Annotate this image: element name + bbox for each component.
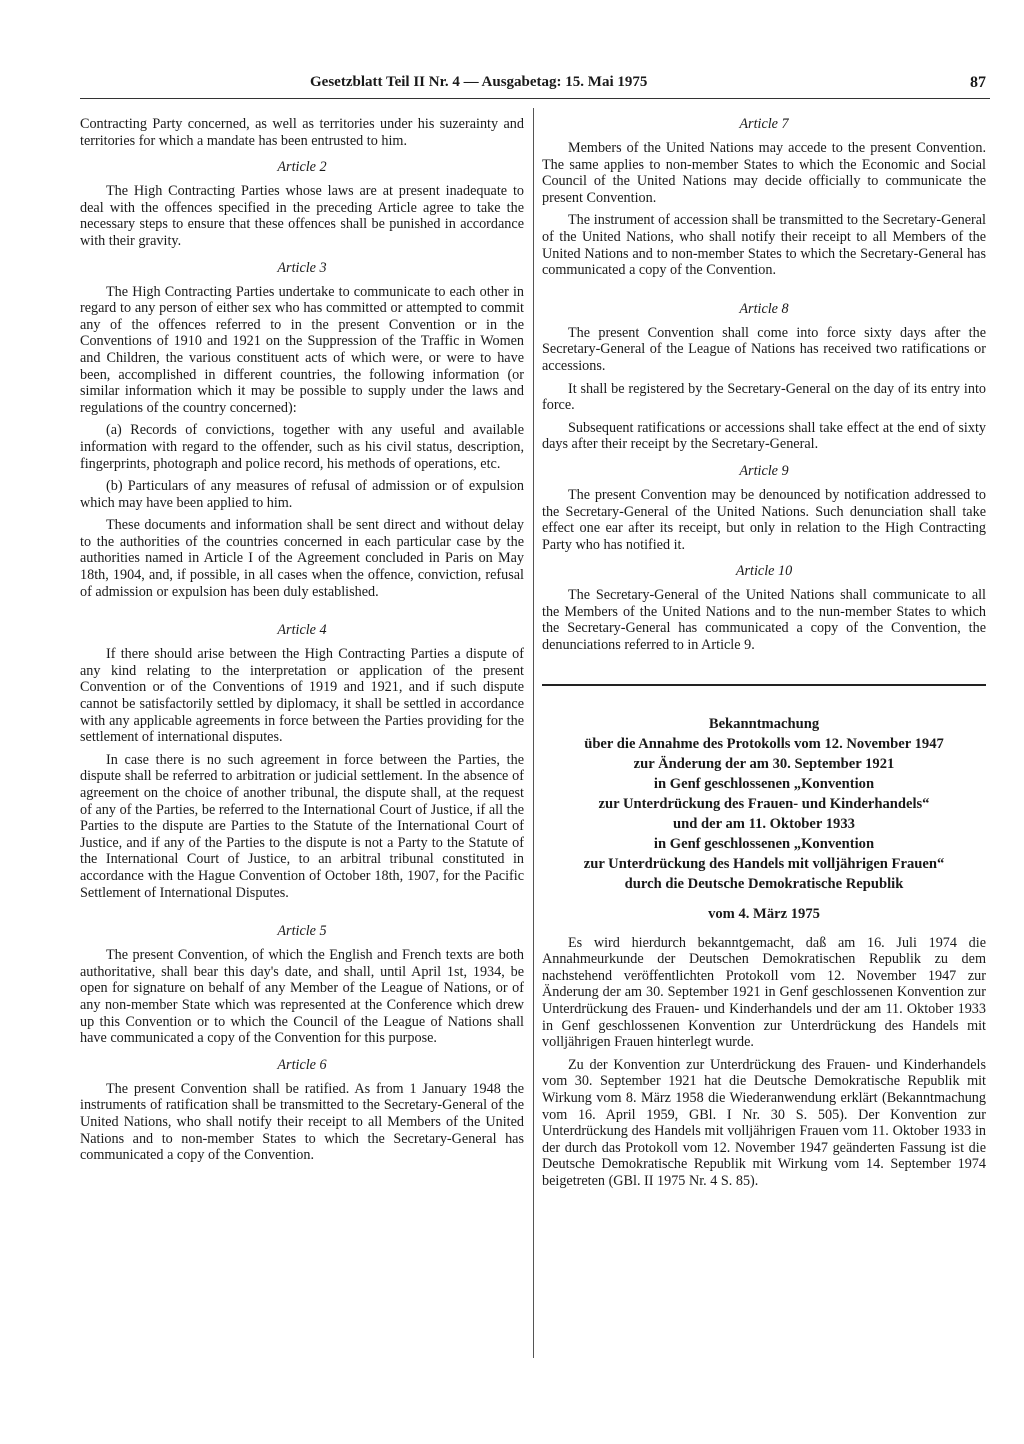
notice-title-line: Bekanntmachung [708, 715, 820, 732]
notice-title-line: zur Unterdrückung des Handels mit volljährigen Frauen“ [583, 855, 945, 872]
page-number: 87 [970, 74, 986, 91]
notice-date: vom 4. März 1975 [708, 905, 820, 922]
notice-title-line: zur Änderung der am 30. September 1921 [633, 755, 895, 772]
article-7-paragraph-1: Members of the United Nations may accede to the present Convention. The same applies to non-member States to which the Economic and Social Council of the United Nations may decide officially to communicate the present Convention. [542, 140, 986, 206]
left-column [80, 116, 524, 1164]
article-3-paragraph-3: (b) Particulars of any measures of refusal of admission or of expulsion which may have been applied to him. [80, 478, 524, 511]
header-rule [80, 98, 990, 99]
article-10-heading: Article 10 [735, 563, 793, 580]
article-3-paragraph-4: These documents and information shall be sent direct and without delay to the authorities of the countries concerned in each particular case by the authorities named in Article I of the Agreement concluded in Paris on May 18th, 1904, and, if possible, in all cases when the offence, conviction, refusal of admission or expulsion has been duly established. [80, 517, 524, 600]
notice-title-line: durch die Deutsche Demokratische Republik [624, 875, 904, 892]
notice-title-line: zur Unterdrückung des Frauen- und Kinderhandels“ [598, 795, 930, 812]
header-title: Gesetzblatt Teil II Nr. 4 — Ausgabetag: 15. Mai 1975 [310, 74, 648, 90]
notice-title-line: und der am 11. Oktober 1933 [673, 815, 855, 832]
article-10-text: The Secretary-General of the United Nations shall communicate to all the Members of the United Nations and to the nun-member States to which the Secretary-General has communicated a copy of the Convention, the denunciations referred to in Article 9. [542, 587, 986, 654]
article-3-heading: Article 3 [277, 259, 327, 276]
article-4-heading: Article 4 [277, 622, 327, 639]
right-column [542, 116, 986, 1190]
section-divider [542, 684, 986, 686]
notice-title-line: in Genf geschlossenen „Konvention [653, 835, 875, 852]
article-9-heading: Article 9 [739, 462, 789, 479]
notice-paragraph-1: Es wird hierdurch bekanntgemacht, daß am 16. Juli 1974 die Annahmeurkunde der Deutschen Demokratischen Republik zu dem nachstehend veröffentlichten Protokoll vom 12. November 1947 zur Änderung der am 30. September 1921 in Genf geschlossenen Konvention zur Unterdrückung des Frauen- und Kinderhandels und der am 11. Oktober 1933 in Genf geschlossenen Konvention zur Unterdrückung des Handels mit volljährigen Frauen hinterlegt wurde. [542, 934, 986, 1051]
article-3-paragraph-1: The High Contracting Parties undertake to communicate to each other in regard to any person of either sex who has committed or attempted to commit any of the offences referred to in the present Convention or in the Conventions of 1910 and 1921 on the Suppression of the Traffic in Women and Children, the various constituent acts of which were, or were to have been, accomplished in different countries, the following information (or similar information which it may be possible to supply under the laws and regulations of the country concerned): [80, 283, 524, 416]
notice-title-line: in Genf geschlossenen „Konvention [653, 775, 875, 792]
article-6-text: The present Convention shall be ratified. As from 1 January 1948 the instruments of ratification shall be transmitted to the Secretary-General of the United Nations, who shall notify their receipt to all Members of the United Nations and to non-member States to which the Secretary-General has communicated a copy of the Convention. [80, 1080, 524, 1164]
article-6-heading: Article 6 [277, 1056, 327, 1073]
article-8-paragraph-3: Subsequent ratifications or accessions shall take effect at the end of sixty days after their receipt by the Secretary-General. [542, 419, 986, 453]
article-2-text: The High Contracting Parties whose laws are at present inadequate to deal with the offences specified in the preceding Article agree to take the necessary steps to ensure that these offences shall be punished in accordance with their gravity. [80, 183, 524, 249]
article-5-heading: Article 5 [277, 923, 327, 940]
article-8-paragraph-1: The present Convention shall come into force sixty days after the Secretary-General of the League of Nations has received two ratifications or accessions. [542, 324, 986, 374]
article-5-text: The present Convention, of which the English and French texts are both authoritative, shall bear this day's date, and shall, until April 1st, 1934, be open for signature on behalf of any Member of the League of Nations, or of any non-member State which was represented at the Conference which drew up this Convention or to which the Council of the League of Nations shall have communicated a copy of the Convention for this purpose. [80, 947, 524, 1047]
continuation-paragraph: Contracting Party concerned, as well as territories under his suzerainty and territories for which a mandate has been entrusted to him. [80, 116, 524, 149]
column-divider [533, 108, 534, 1358]
notice-title-line: über die Annahme des Protokolls vom 12. November 1947 [584, 735, 944, 752]
article-9-text: The present Convention may be denounced by notification addressed to the Secretary-General of the United Nations. Such denunciation shall take effect one ear after its receipt, but only in relation to the High Contracting Party who has notified it. [542, 486, 986, 553]
article-7-paragraph-2: The instrument of accession shall be transmitted to the Secretary-General of the United Nations, who shall notify their receipt to all Members of the United Nations and to non-member States to which the Secretary-General has communicated a copy of the Convention. [542, 212, 986, 279]
article-8-paragraph-2: It shall be registered by the Secretary-General on the day of its entry into force. [542, 380, 986, 414]
article-3-paragraph-2: (a) Records of convictions, together with any useful and available information with regard to the offender, such as his civil status, description, fingerprints, photograph and police record, his methods of operations, etc. [80, 422, 524, 472]
article-8-heading: Article 8 [739, 300, 789, 317]
notice-paragraph-2: Zu der Konvention zur Unterdrückung des Frauen- und Kinderhandels vom 30. September 1921 hat die Deutsche Demokratische Republik mit Wirkung vom 8. März 1958 die Wiederanwendung erklärt (Bekanntmachung vom 16. April 1959, GBl. I Nr. 30 S. 505). Der Konvention zur Unterdrückung des Handels mit volljährigen Frauen vom 11. Oktober 1933 in der durch das Protokoll vom 12. November 1947 geänderten Fassung ist die Deutsche Demokratische Republik mit Wirkung vom 14. September 1974 beigetreten (GBl. II 1975 Nr. 4 S. 85). [542, 1056, 986, 1189]
article-7-heading: Article 7 [739, 116, 789, 132]
article-4-paragraph-2: In case there is no such agreement in force between the Parties, the dispute shall be referred to arbitration or judicial settlement. In the absence of agreement on the choice of another tribunal, the dispute shall, at the request of any of the Parties, be referred to the International Court of Justice, if all the Parties to the dispute are Parties to the Statute of the International Court of Justice, and if any of the Parties to the dispute is not a Party to the Statute of the International Court of Justice, to an arbitral tribunal constituted in accordance with the Hague Convention of October 18th, 1907, for the Pacific Settlement of International Disputes. [80, 751, 524, 901]
article-4-paragraph-1: If there should arise between the High Contracting Parties a dispute of any kind relating to the interpretation or application of the present Convention or of the Conventions of 1919 and 1921, and if such dispute cannot be satisfactorily settled by diplomacy, it shall be settled in accordance with any applicable agreements in force between the Parties providing for the settlement of international disputes. [80, 646, 524, 746]
notice-title [542, 714, 986, 894]
article-2-heading: Article 2 [277, 159, 327, 176]
